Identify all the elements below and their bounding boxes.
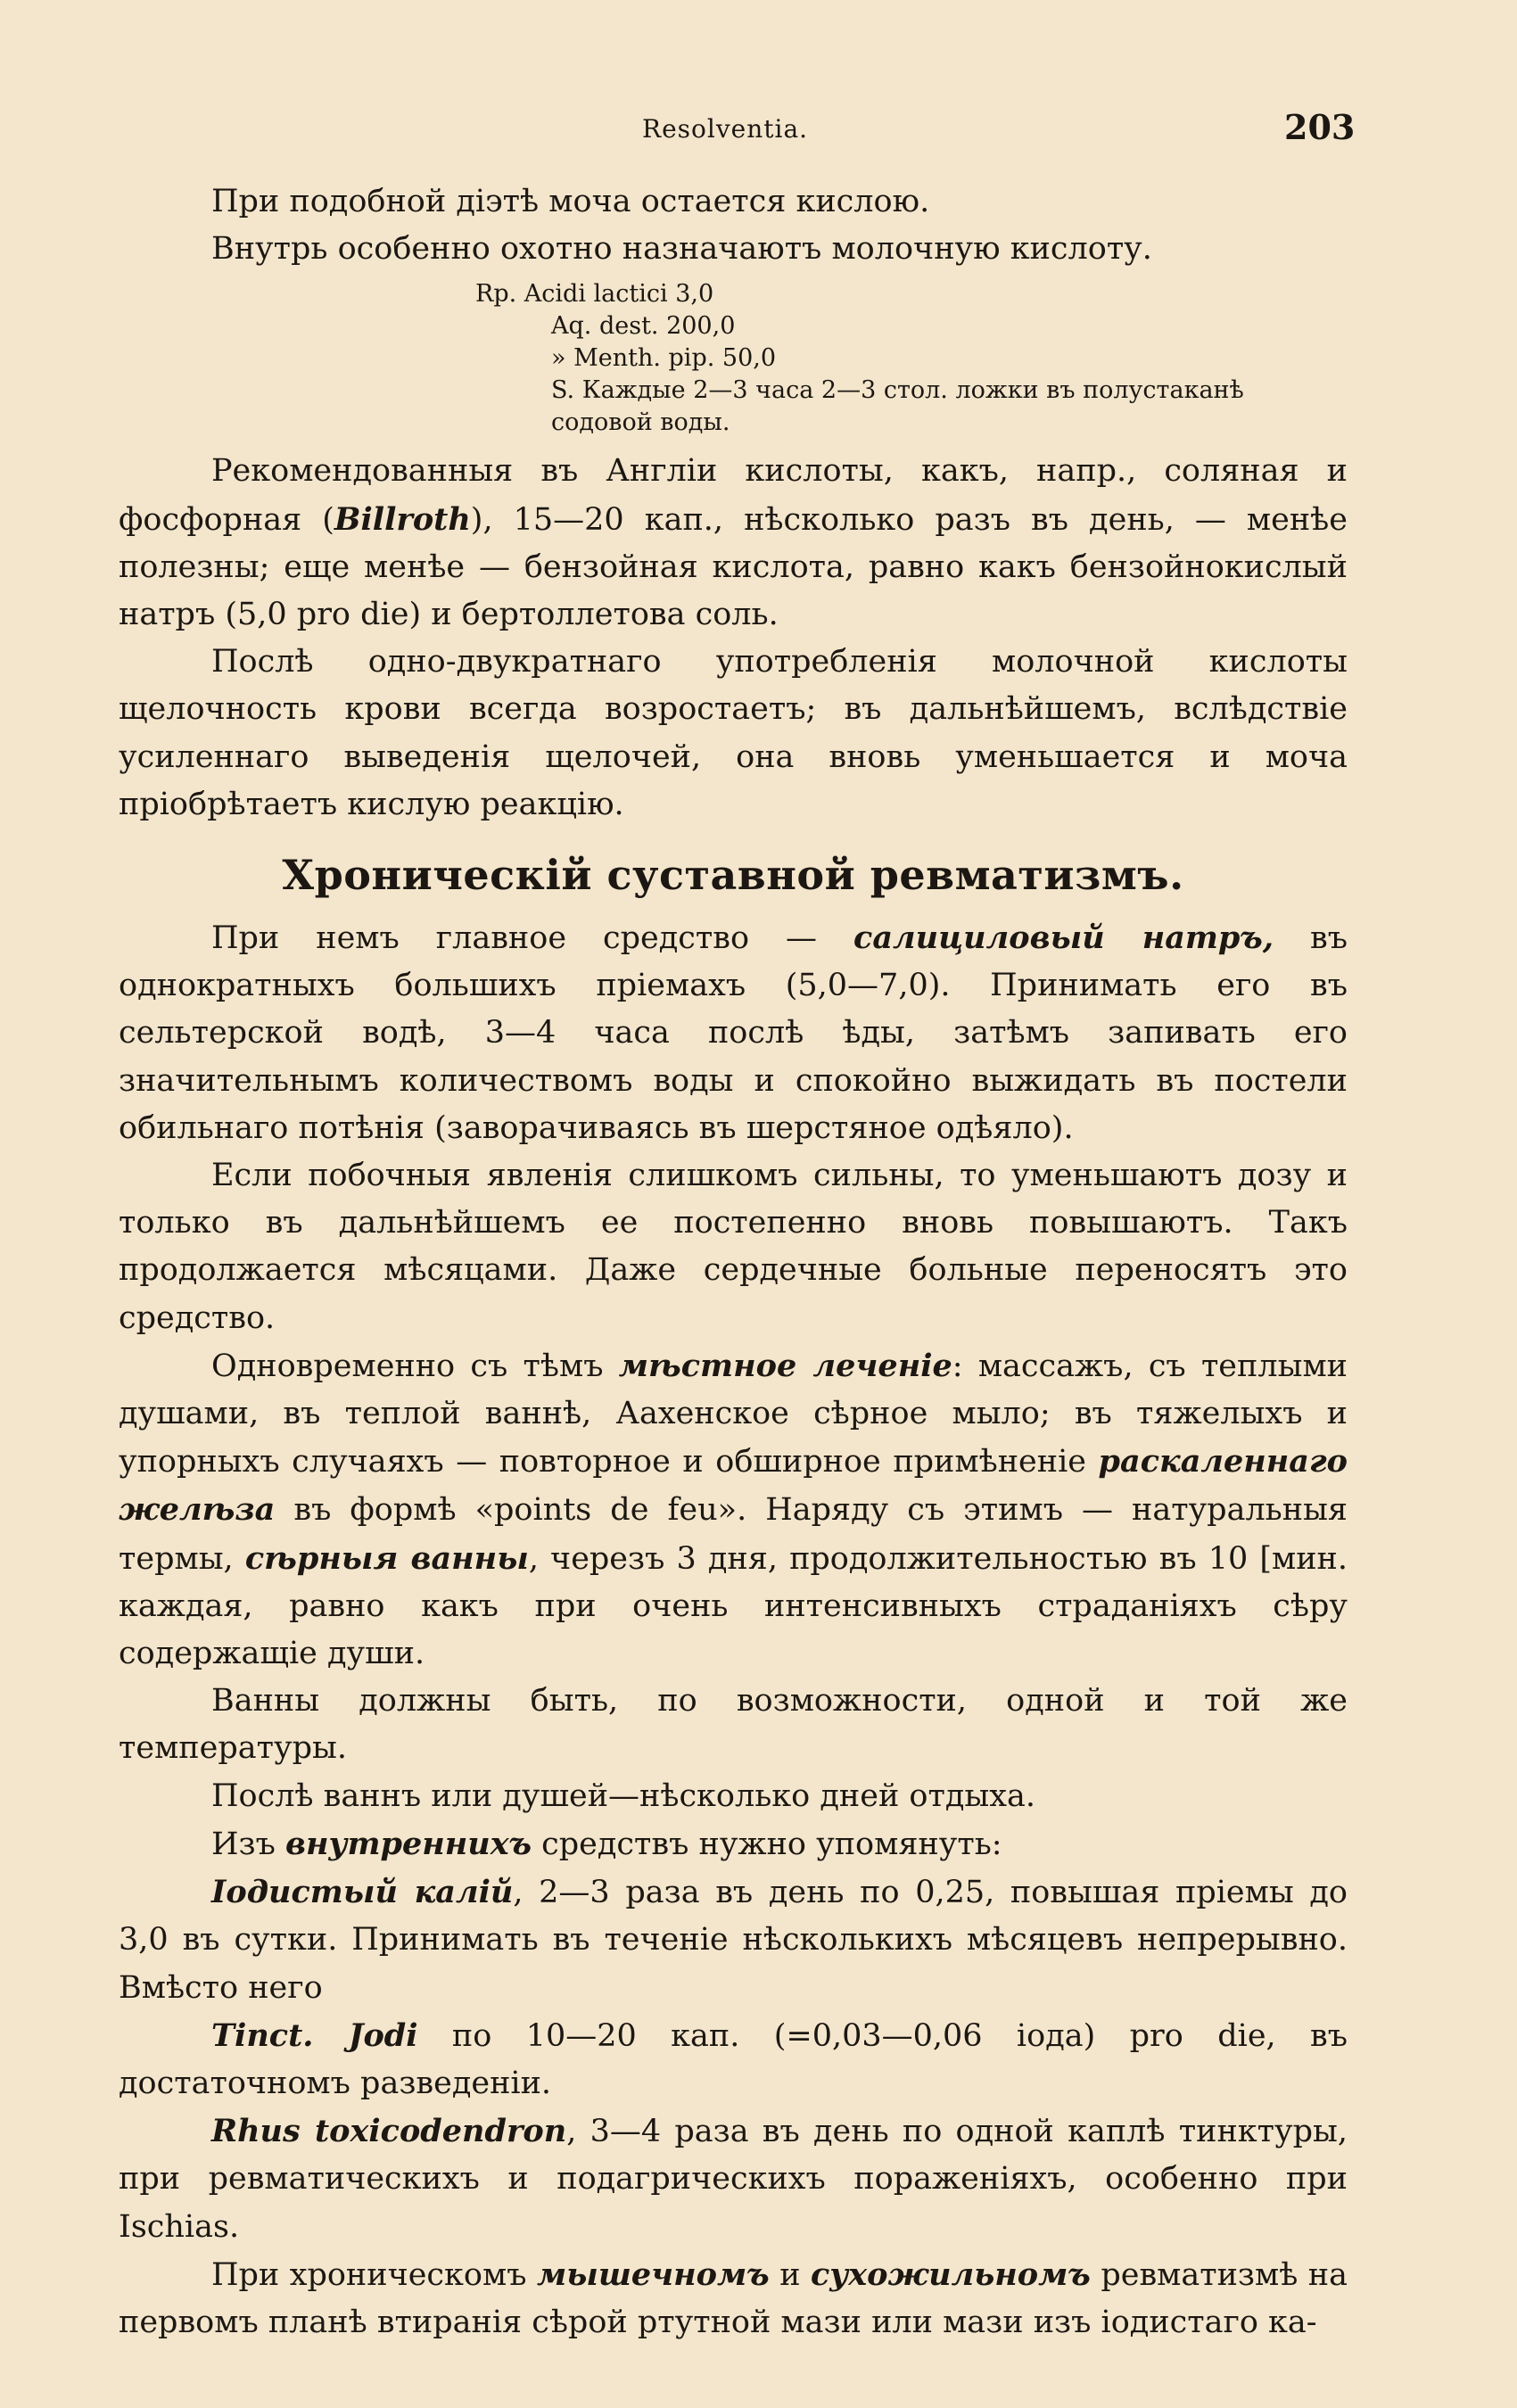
- paragraph: Ванны должны быть, по возможности, одной и той же температуры.: [119, 1683, 1348, 1767]
- paragraph: [119, 2107, 1348, 2251]
- text: При хроническомъ: [211, 2256, 537, 2293]
- paragraph: [119, 914, 1348, 1152]
- text: ), 15—20 кап., нѣсколько разъ въ день, — менѣе полезны; еще менѣе — бензойная кислота, равно какъ бензойнокислый натръ (5,0 pro die) и бертоллетова соль.: [119, 501, 1348, 633]
- paragraph: Послѣ ваннъ или душей—нѣсколько дней отдыха.: [211, 1777, 1035, 1814]
- paragraph: Послѣ одно-двукратнаго употребленія молочной кислоты щелочность крови всегда возростаетъ; въ дальнѣйшемъ, вслѣдствіе усиленнаго выведенія щелочей, она вновь уменьшается и моча пріобрѣтаетъ кислую реакцію.: [119, 644, 1348, 822]
- paragraph: При подобной діэтѣ моча остается кислою.: [211, 184, 930, 219]
- text: , черезъ 3 дня, продолжительностью въ 10 [мин. каждая, равно какъ при очень интенсивныхъ страданіяхъ сѣру содержащіе души.: [119, 1540, 1348, 1672]
- prescription-signa-cont: содовой воды.: [551, 408, 730, 437]
- text: въ формѣ «points de feu». Наряду съ этимъ — натуральныя термы,: [119, 1492, 1348, 1577]
- text: Изъ: [211, 1826, 286, 1862]
- paragraph: [119, 1342, 1348, 1678]
- text: Одновременно съ тѣмъ: [211, 1348, 619, 1384]
- section-title: Хроническій суставной ревматизмъ.: [282, 851, 1184, 900]
- paragraph: [119, 1820, 1348, 1868]
- emphasis: внутреннихъ: [285, 1825, 532, 1862]
- prescription-line: Aq. dest. 200,0: [551, 312, 736, 341]
- emphasis: сухожильномъ: [810, 2255, 1091, 2293]
- text: : массажъ, съ теплыми душами, въ теплой ваннѣ, Аахенское сѣрное мыло; въ тяжелыхъ и упорныхъ случаяхъ — повторное и обширное примѣненіе: [119, 1348, 1348, 1480]
- emphasis: мѣстное леченіе: [618, 1347, 952, 1384]
- emphasis: раскаленнаго желѣза: [119, 1443, 1348, 1529]
- paragraph: [119, 1868, 1348, 2012]
- emphasis: сѣрныя ванны: [244, 1539, 529, 1577]
- paragraph: [119, 448, 1348, 639]
- running-head: Resolventia.: [642, 114, 809, 144]
- emphasis: Rhus toxicodendron: [211, 2113, 567, 2150]
- prescription-line: Rp. Acidi lactici 3,0: [475, 280, 714, 309]
- text: по 10—20 кап. (=0,03—0,06 іода) pro die, въ достаточномъ разведеніи.: [119, 2017, 1348, 2101]
- text: Рекомендованныя въ Англіи кислоты, какъ, напр., соляная и фосфорная (: [119, 453, 1348, 538]
- page-body: [119, 178, 1348, 2346]
- page-header: [0, 107, 1517, 159]
- text: въ однократныхъ большихъ пріемахъ (5,0—7,0). Принимать его въ сельтерской водѣ, 3—4 часа послѣ ѣды, затѣмъ запивать его значительнымъ количествомъ воды и спокойно выжидать въ постели обильнаго потѣнія (заворачиваясь въ шерстяное одѣяло).: [119, 920, 1348, 1146]
- author-name: Billroth: [334, 500, 471, 538]
- emphasis: Tinct. Jodi: [211, 2016, 418, 2054]
- paragraph: [119, 2012, 1348, 2107]
- prescription-signa: S. Каждые 2—3 часа 2—3 стол. ложки въ полустаканѣ: [551, 376, 1244, 405]
- page-number: 203: [1284, 107, 1356, 147]
- emphasis: мышечномъ: [536, 2255, 770, 2293]
- text: , 3—4 раза въ день по одной каплѣ тинктуры, при ревматическихъ и подагрическихъ пораженіяхъ, особенно при Ischias.: [119, 2114, 1348, 2245]
- paragraph: [119, 2251, 1348, 2346]
- text: и: [769, 2256, 811, 2293]
- prescription: [475, 278, 1348, 439]
- text: средствъ нужно упомянуть:: [532, 1826, 1002, 1862]
- text: , 2—3 раза въ день по 0,25, повышая пріемы до 3,0 въ сутки. Принимать въ теченіе нѣсколькихъ мѣсяцевъ непрерывно. Вмѣсто него: [119, 1875, 1348, 2006]
- text: При немъ главное средство —: [211, 920, 854, 957]
- emphasis: салициловый натръ,: [853, 919, 1274, 957]
- prescription-line: » Menth. pip. 50,0: [551, 344, 777, 373]
- emphasis: Іодистый калій: [211, 1874, 514, 1911]
- paragraph: Внутрь особенно охотно назначаютъ молочную кислоту.: [211, 231, 1152, 268]
- text: ревматизмѣ на первомъ планѣ втиранія сѣрой ртутной мази или мази изъ іодистаго ка-: [119, 2256, 1348, 2340]
- paragraph: Если побочныя явленія слишкомъ сильны, то уменьшаютъ дозу и только въ дальнѣйшемъ ее постепенно вновь повышаютъ. Такъ продолжается мѣсяцами. Даже сердечные больные переносятъ это средство.: [119, 1158, 1348, 1336]
